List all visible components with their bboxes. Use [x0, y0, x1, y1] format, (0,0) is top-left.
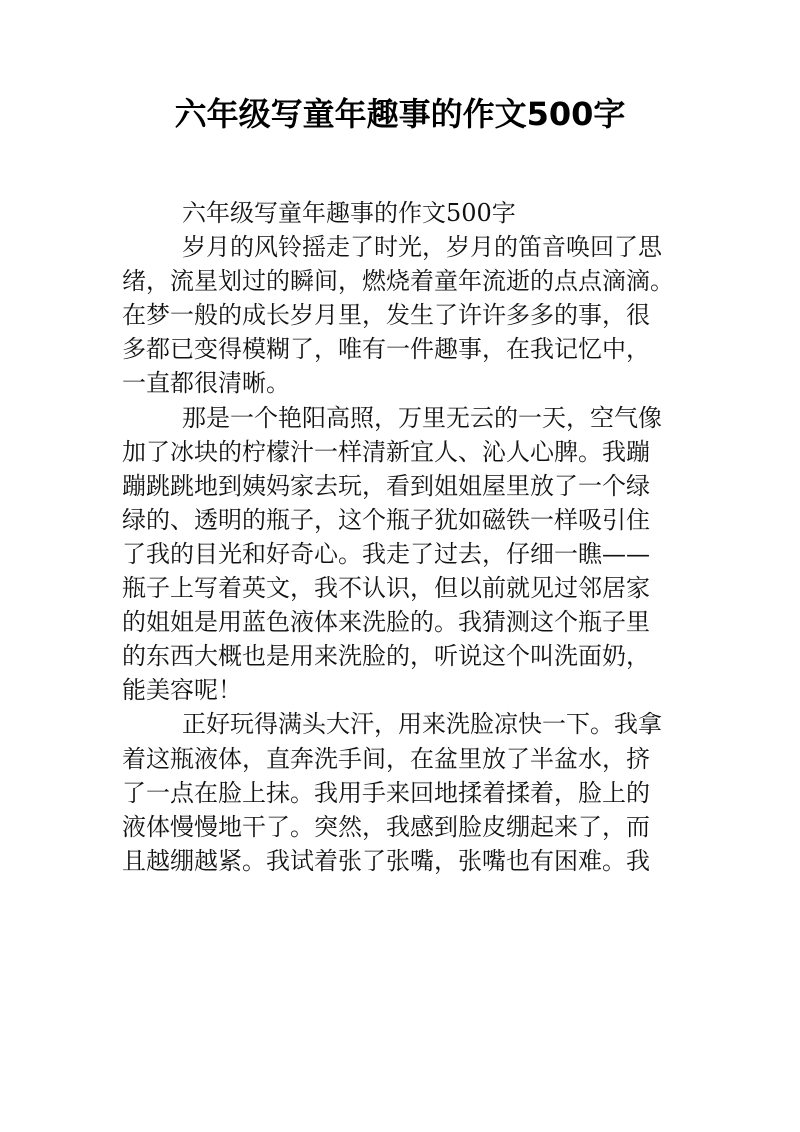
text-line: 着这瓶液体，直奔洗手间，在盆里放了半盆水，挤 [122, 744, 650, 773]
text-line: 液体慢慢地干了。突然，我感到脸皮绷起来了，而 [122, 812, 650, 841]
text-line: 的姐姐是用蓝色液体来洗脸的。我猜测这个瓶子里 [122, 608, 650, 637]
text-line: 了一点在脸上抹。我用手来回地揉着揉着，脸上的 [122, 778, 650, 807]
text-line: 绿的、透明的瓶子，这个瓶子犹如磁铁一样吸引住 [122, 505, 650, 534]
document-body [122, 196, 682, 878]
text-line: 在梦一般的成长岁月里，发生了许许多多的事，很 [122, 301, 650, 330]
text-line: 多都已变得模糊了，唯有一件趣事，在我记忆中， [122, 335, 650, 364]
text-line: 一直都很清晰。 [122, 369, 290, 398]
text-line: 岁月的风铃摇走了时光，岁月的笛音唤回了思 [182, 233, 662, 262]
text-line: 了我的目光和好奇心。我走了过去，仔细一瞧—— [122, 539, 650, 568]
text-line: 能美容呢！ [122, 676, 242, 705]
text-line: 的东西大概也是用来洗脸的，听说这个叫洗面奶， [122, 642, 650, 671]
text-line: 正好玩得满头大汗，用来洗脸凉快一下。我拿 [182, 710, 662, 739]
text-line: 蹦跳跳地到姨妈家去玩，看到姐姐屋里放了一个绿 [122, 471, 650, 500]
text-line: 六年级写童年趣事的作文500字 [182, 199, 516, 227]
text-line: 且越绷越紧。我试着张了张嘴，张嘴也有困难。我 [122, 846, 650, 875]
text-line: 绪，流星划过的瞬间，燃烧着童年流逝的点点滴滴。 [122, 267, 674, 296]
text-line: 那是一个艳阳高照，万里无云的一天，空气像 [182, 403, 662, 432]
text-line: 瓶子上写着英文，我不认识，但以前就见过邻居家 [122, 574, 650, 603]
text-line: 加了冰块的柠檬汁一样清新宜人、沁人心脾。我蹦 [122, 437, 650, 466]
document-title: 六年级写童年趣事的作文500字 [174, 95, 626, 133]
